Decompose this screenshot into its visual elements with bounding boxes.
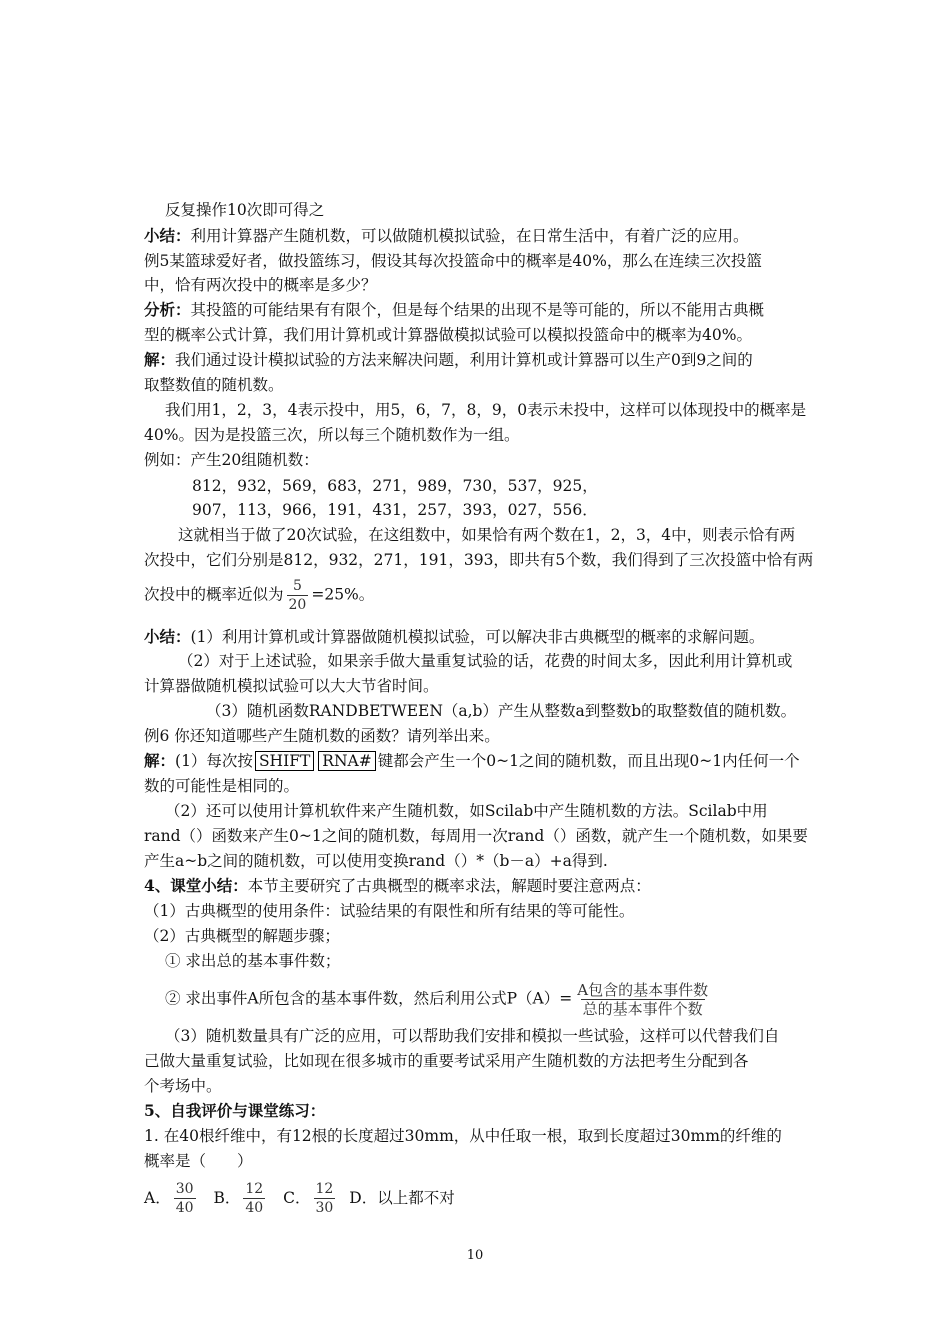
option-b: B． $\frac{12}{40}$ bbox=[213, 1181, 264, 1216]
summary-line: 小结：利用计算器产生随机数，可以做随机模拟试验，在日常生活中，有着广泛的应用。 bbox=[144, 226, 749, 245]
paragraph-line: （1）古典概型的使用条件：试验结果的有限性和所有结果的等可能性。 bbox=[144, 902, 635, 920]
paragraph-line: 数的可能性是相同的。 bbox=[144, 777, 300, 795]
rna-key: RNA# bbox=[318, 751, 375, 771]
summary-line: 小结：(1）利用计算机或计算器做随机模拟试验，可以解决非古典概型的概率的求解问题。 bbox=[144, 627, 765, 646]
paragraph-line: 例如：产生20组随机数： bbox=[144, 451, 319, 469]
paragraph-line: 产生a~b之间的随机数，可以使用变换rand（）*（b－a）+a得到. bbox=[144, 852, 608, 870]
answer-options bbox=[144, 1180, 455, 1217]
solution-line: 解：(1）每次按 SHIFT RNA# 键都会产生一个0~1之间的随机数，而且出现0~1内任何一个 bbox=[144, 751, 800, 770]
paragraph-line: 这就相当于做了20次试验，在这组数中，如果恰有两个数在1，2，3，4中，则表示恰有两 bbox=[178, 526, 796, 544]
example-6-line: 例6 你还知道哪些产生随机数的函数？请列举出来。 bbox=[144, 727, 500, 745]
summary-heading: 小结： bbox=[144, 627, 191, 646]
paragraph-line: 计算器做随机模拟试验可以大大节省时间。 bbox=[144, 677, 439, 695]
paragraph-line: 概率是（ ） bbox=[144, 1152, 253, 1170]
class-summary-heading: 4、课堂小结： bbox=[144, 876, 248, 895]
paragraph-line: （3）随机数量具有广泛的应用，可以帮助我们安排和模拟一些试验，这样可以代替我们自 bbox=[165, 1027, 780, 1045]
option-c: C． $\frac{12}{30}$ bbox=[283, 1181, 334, 1216]
shift-key: SHIFT bbox=[255, 751, 314, 771]
option-d: D．以上都不对 bbox=[349, 1188, 455, 1207]
paragraph-line: 取整数值的随机数。 bbox=[144, 376, 284, 394]
paragraph-line: 40%。因为是投篮三次，所以每三个随机数作为一组。 bbox=[144, 426, 520, 444]
question-1-line: 1. 在40根纤维中，有12根的长度超过30mm，从中任取一根，取到长度超过30mm的纤维的 bbox=[144, 1127, 782, 1145]
paragraph-line: （2）古典概型的解题步骤； bbox=[144, 927, 340, 945]
random-numbers-row: 907，113，966，191，431，257，393，027，556． bbox=[192, 501, 598, 519]
random-numbers-row: 812，932，569，683，271，989，730，537，925， bbox=[192, 477, 598, 495]
step-1-line: ① 求出总的基本事件数； bbox=[165, 952, 341, 970]
option-a: A． $\frac{30}{40}$ bbox=[144, 1181, 194, 1216]
paragraph-line: （2）对于上述试验，如果亲手做大量重复试验的话，花费的时间太多，因此利用计算机或 bbox=[178, 652, 793, 670]
step-2-line: ② 求出事件A所包含的基本事件数，然后利用公式P（A）= $\frac{\text{A包含的基本事件数}}{\text{总的基本事件个数}}$ bbox=[165, 981, 709, 1018]
paragraph-line: 型的概率公式计算，我们用计算机或计算器做模拟试验可以模拟投篮命中的概率为40%。 bbox=[144, 326, 752, 344]
solution-heading: 解： bbox=[144, 751, 176, 770]
analysis-heading: 分析： bbox=[144, 300, 191, 319]
solution-line: 解：我们通过设计模拟试验的方法来解决问题，利用计算机或计算器可以生产0到9之间的 bbox=[144, 350, 753, 369]
exercise-heading: 5、自我评价与课堂练习： bbox=[144, 1101, 326, 1120]
paragraph-line: 我们用1，2，3，4表示投中，用5，6，7，8，9，0表示未投中，这样可以体现投中的概率是 bbox=[165, 401, 807, 419]
fraction: $\frac{5}{20}$ bbox=[288, 578, 307, 613]
page-number: 10 bbox=[466, 1248, 484, 1263]
paragraph-line: rand（）函数来产生0~1之间的随机数，每周用一次rand（）函数，就产生一个随机数，如果要 bbox=[144, 827, 808, 845]
paragraph-line: 反复操作10次即可得之 bbox=[165, 201, 325, 219]
paragraph-line: 己做大量重复试验，比如现在很多城市的重要考试采用产生随机数的方法把考生分配到各 bbox=[144, 1052, 749, 1070]
paragraph-line: 中，恰有两次投中的概率是多少？ bbox=[144, 276, 377, 294]
summary-heading: 小结： bbox=[144, 226, 191, 245]
paragraph-line: （2）还可以使用计算机软件来产生随机数，如Scilab中产生随机数的方法。Scilab中用 bbox=[165, 802, 768, 820]
fraction: $\frac{12}{30}$ bbox=[315, 1181, 334, 1216]
analysis-line: 分析：其投篮的可能结果有有限个，但是每个结果的出现不是等可能的，所以不能用古典概 bbox=[144, 300, 765, 319]
example-5-line: 例5某篮球爱好者，做投篮练习，假设其每次投篮命中的概率是40%，那么在连续三次投篮 bbox=[144, 252, 762, 270]
solution-heading: 解： bbox=[144, 350, 176, 369]
class-summary-line: 4、课堂小结：本节主要研究了古典概型的概率求法，解题时要注意两点： bbox=[144, 876, 651, 895]
probability-line: 次投中的概率近似为 $\frac{5}{20}$ =25%。 bbox=[144, 578, 375, 613]
paragraph-line: （3）随机函数RANDBETWEEN（a,b）产生从整数a到整数b的取整数值的随机数。 bbox=[206, 702, 797, 720]
paragraph-line: 次投中，它们分别是812，932，271，191，393，即共有5个数，我们得到了三次投篮中恰有两 bbox=[144, 551, 814, 569]
formula-fraction: $\frac{\text{A包含的基本事件数}}{\text{总的基本事件个数}}$ bbox=[577, 981, 709, 1018]
paragraph-line: 个考场中。 bbox=[144, 1077, 222, 1095]
fraction: $\frac{30}{40}$ bbox=[175, 1181, 194, 1216]
fraction: $\frac{12}{40}$ bbox=[245, 1181, 264, 1216]
